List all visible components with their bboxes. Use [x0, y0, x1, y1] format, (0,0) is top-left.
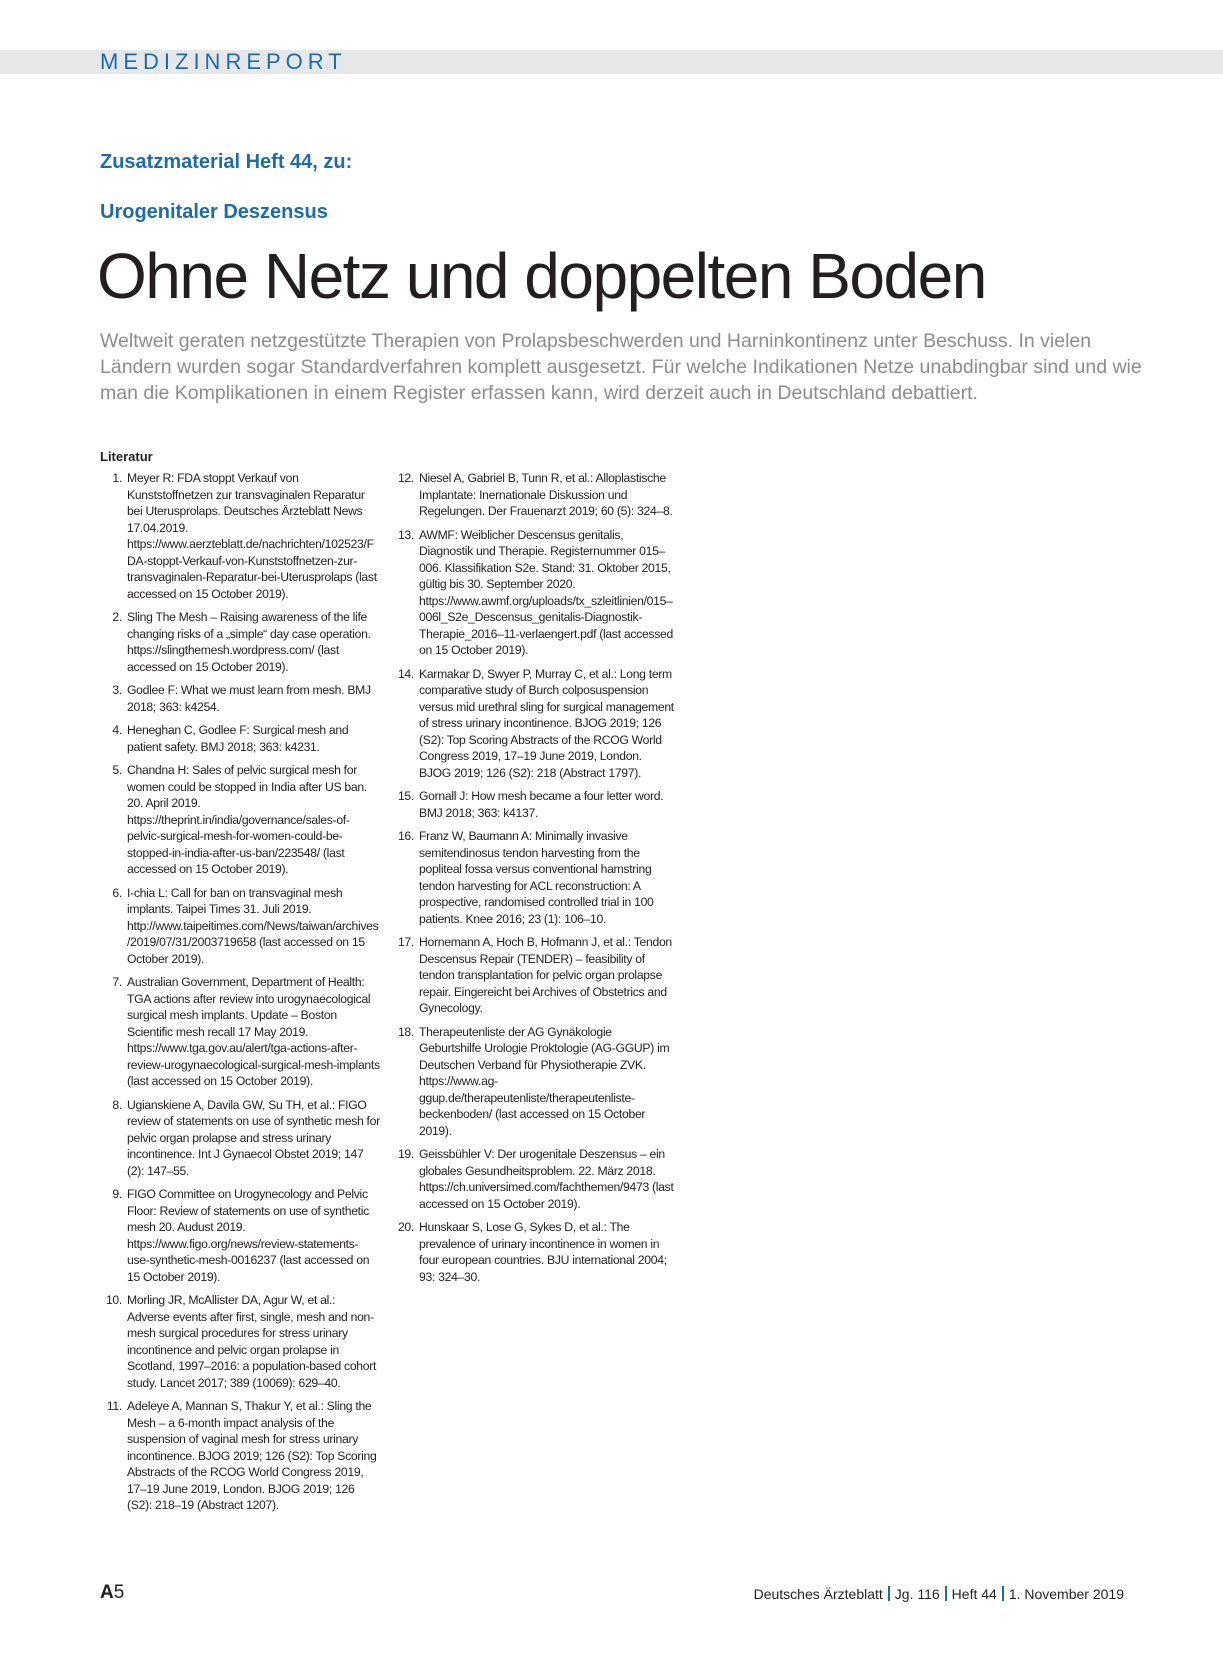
references-column-left	[100, 470, 380, 1521]
section-label: MEDIZINREPORT	[100, 49, 347, 74]
reference-text: FIGO Committee on Urogynecology and Pelvic Floor: Review of statements on use of synthetic mesh 20. Audust 2019. https://www.figo.org/news/review-statements-use-synthetic-mesh-0016237 (last accessed on 15 October 2019).	[127, 1187, 370, 1284]
page-number-value: 5	[113, 1582, 125, 1603]
reference-text: Karmakar D, Swyer P, Murray C, et al.: Long term comparative study of Burch colposuspension versus mid urethral sling for surgical management of stress urinary incontinence. BJOG 2019; 126 (S2): Top Scoring Abstracts of the RCOG World Congress 2019, 17–19 June 2019, London. BJOG 2019; 126 (S2): 218 (Abstract 1797).	[419, 666, 674, 780]
reference-number: 4.	[112, 723, 122, 737]
footer-separator	[888, 1586, 890, 1601]
reference-number: 12.	[397, 471, 414, 485]
page-letter: A	[100, 1582, 114, 1603]
journal-name: Deutsches Ärzteblatt	[753, 1586, 883, 1602]
reference-item	[392, 527, 676, 659]
reference-item	[392, 1219, 676, 1285]
reference-item	[392, 1024, 676, 1140]
reference-number: 11.	[106, 1399, 122, 1413]
reference-text: Chandna H: Sales of pelvic surgical mesh for women could be stopped in India after US ban. 20. April 2019. https://theprint.in/india/governance/sales-of-pelvic-surgical-mesh-for-women-could-be-stopped-in-india-after-us-ban/223548/ (last accessed on 15 October 2019).	[127, 763, 367, 876]
reference-number: 9.	[112, 1187, 122, 1201]
reference-text: AWMF: Weiblicher Descensus genitalis, Diagnostik und Therapie. Registernummer 015–006. Klassifikation S2e. Stand: 31. Oktober 2015, gültig bis 30. September 2020. https://www.awmf.org/uploads/tx_szleitlinien/015–006l_S2e_Descensus_genitalis-Diagnostik-Therapie_2016–11-verlaengert.pdf (last accessed on 15 October 2019).	[419, 527, 673, 657]
reference-text: Adeleye A, Mannan S, Thakur Y, et al.: Sling the Mesh – a 6-month impact analysis of the suspension of vaginal mesh for stress urinary incontinence. BJOG 2019; 126 (S2): Top Scoring Abstracts of the RCOG World Congress 2019, 17–19 June 2019, London. BJOG 2019; 126 (S2): 218–19 (Abstract 1207).	[127, 1399, 377, 1512]
footer-separator	[945, 1586, 947, 1601]
reference-item	[100, 762, 380, 878]
references-column-right	[392, 470, 676, 1292]
reference-text: Gornall J: How mesh became a four letter word. BMJ 2018; 363: k4137.	[419, 789, 664, 820]
reference-text: Australian Government, Department of Health: TGA actions after review into urogynaecological surgical mesh implants. Update – Boston Scientific mesh recall 17 May 2019. https://www.tga.gov.au/alert/tga-actions-after-review-urogynaecological-surgical-mesh-implants (last accessed on 15 October 2019).	[127, 975, 380, 1088]
references-title: Literatur	[100, 449, 153, 464]
reference-text: Geissbühler V: Der urogenitale Deszensus – ein globales Gesundheitsproblem. 22. März 2018. https://ch.universimed.com/fachthemen/9473 (last accessed on 15 October 2019).	[419, 1147, 674, 1211]
reference-text: Godlee F: What we must learn from mesh. BMJ 2018; 363: k4254.	[127, 683, 371, 714]
reference-text: Franz W, Baumann A: Minimally invasive semitendinosus tendon harvesting from the popliteal fossa versus conventional hamstring tendon harvesting for ACL reconstruction: A prospective, randomised controlled trial in 100 patients. Knee 2016; 23 (1): 106–10.	[419, 829, 654, 926]
reference-item	[100, 974, 380, 1090]
reference-item	[392, 934, 676, 1017]
reference-item	[100, 722, 380, 755]
reference-item	[100, 682, 380, 715]
reference-number: 10.	[105, 1293, 122, 1307]
reference-number: 14.	[397, 666, 414, 681]
reference-item	[392, 1146, 676, 1212]
reference-item	[100, 609, 380, 675]
reference-number: 20.	[397, 1220, 414, 1234]
reference-number: 18.	[397, 1024, 414, 1039]
footer-separator	[1002, 1586, 1004, 1601]
journal-volume: Jg. 116	[894, 1586, 940, 1602]
reference-text: Heneghan C, Godlee F: Surgical mesh and patient safety. BMJ 2018; 363: k4231.	[127, 723, 349, 754]
reference-text: Ugianskiene A, Davila GW, Su TH, et al.: FIGO review of statements on use of synthetic mesh for pelvic organ prolapse and stress urinary incontinence. Int J Gynaecol Obstet 2019; 147 (2): 147–55.	[127, 1097, 380, 1178]
reference-item	[100, 1186, 380, 1285]
reference-number: 6.	[112, 885, 122, 900]
reference-item	[100, 885, 380, 968]
reference-number: 8.	[112, 1097, 122, 1112]
reference-item	[100, 1097, 380, 1180]
page-number	[100, 1582, 124, 1604]
article-lead: Weltweit geraten netzgestützte Therapien von Prolapsbeschwerden und Harninkontinenz unter Beschuss. In vielen Ländern wurden sogar Standardverfahren komplett ausgesetzt. Für welche Indikationen Netze unabdingbar sind und wie man die Komplikationen in einem Register erfassen kann, wird derzeit auch in Deutschland debattiert.	[100, 330, 1142, 404]
reference-number: 5.	[112, 763, 122, 777]
reference-number: 13.	[397, 527, 414, 542]
reference-item	[392, 666, 676, 782]
journal-footer	[754, 1586, 1124, 1602]
reference-text: Therapeutenliste der AG Gynäkologie Geburtshilfe Urologie Proktologie (AG-GGUP) im Deutschen Verband für Physiotherapie ZVK. https://www.ag-ggup.de/therapeutenliste/therapeutenliste-beckenboden/ (last accessed on 15 October 2019).	[419, 1024, 670, 1138]
reference-number: 3.	[112, 683, 122, 697]
reference-text: Sling The Mesh – Raising awareness of the life changing risks of a „simple“ day case operation. https://slingthemesh.wordpress.com/ (last accessed on 15 October 2019).	[127, 610, 371, 674]
reference-number: 16.	[397, 829, 414, 843]
reference-number: 15.	[397, 789, 414, 803]
reference-number: 19.	[397, 1147, 414, 1161]
reference-text: Hornemann A, Hoch B, Hofmann J, et al.: Tendon Descensus Repair (TENDER) – feasibility of tendon transplantation for pelvic organ prolapse repair. Eingereicht bei Archives of Obstetrics and Gynecology.	[419, 935, 672, 1015]
reference-item	[392, 470, 676, 520]
reference-item	[100, 470, 380, 602]
journal-date: 1. November 2019	[1008, 1586, 1124, 1602]
reference-item	[392, 828, 676, 927]
reference-item	[100, 1398, 380, 1514]
article-title: Ohne Netz und doppelten Boden	[97, 240, 986, 312]
journal-issue: Heft 44	[951, 1586, 997, 1602]
reference-number: 17.	[397, 935, 414, 949]
reference-text: Morling JR, McAllister DA, Agur W, et al.: Adverse events after first, single, mesh and non-mesh surgical procedures for stress urinary incontinence and pelvic organ prolapse in Scotland, 1997–2016: a population-based cohort study. Lancet 2017; 389 (10069): 629–40.	[127, 1293, 377, 1390]
reference-number: 2.	[112, 610, 122, 624]
reference-text: Meyer R: FDA stoppt Verkauf von Kunststoffnetzen zur transvaginalen Reparatur bei Uterusprolaps. Deutsches Ärzteblatt News 17.04.2019. https://www.aerzteblatt.de/nachrichten/102523/FDA-stoppt-Verkauf-von-Kunststoffnetzen-zur-transvaginalen-Reparatur-bei-Uterusprolaps (last accessed on 15 October 2019).	[127, 471, 377, 601]
reference-item	[100, 1292, 380, 1391]
article-kicker: Urogenitaler Deszensus	[100, 201, 328, 223]
reference-text: Hunskaar S, Lose G, Sykes D, et al.: The prevalence of urinary incontinence in women in four european countries. BJU international 2004; 93: 324–30.	[419, 1220, 667, 1284]
reference-text: I-chia L: Call for ban on transvaginal mesh implants. Taipei Times 31. Juli 2019. http://www.taipeitimes.com/News/taiwan/archives/2019/07/31/2003719658 (last accessed on 15 October 2019).	[127, 885, 379, 966]
reference-text: Niesel A, Gabriel B, Tunn R, et al.: Alloplastische Implantate: Inernationale Diskussion und Regelungen. Der Frauenarzt 2019; 60 (5): 324–8.	[419, 471, 673, 518]
reference-number: 7.	[112, 975, 122, 989]
supplement-label: Zusatzmaterial Heft 44, zu:	[100, 151, 353, 173]
reference-item	[392, 788, 676, 821]
reference-number: 1.	[112, 471, 122, 485]
